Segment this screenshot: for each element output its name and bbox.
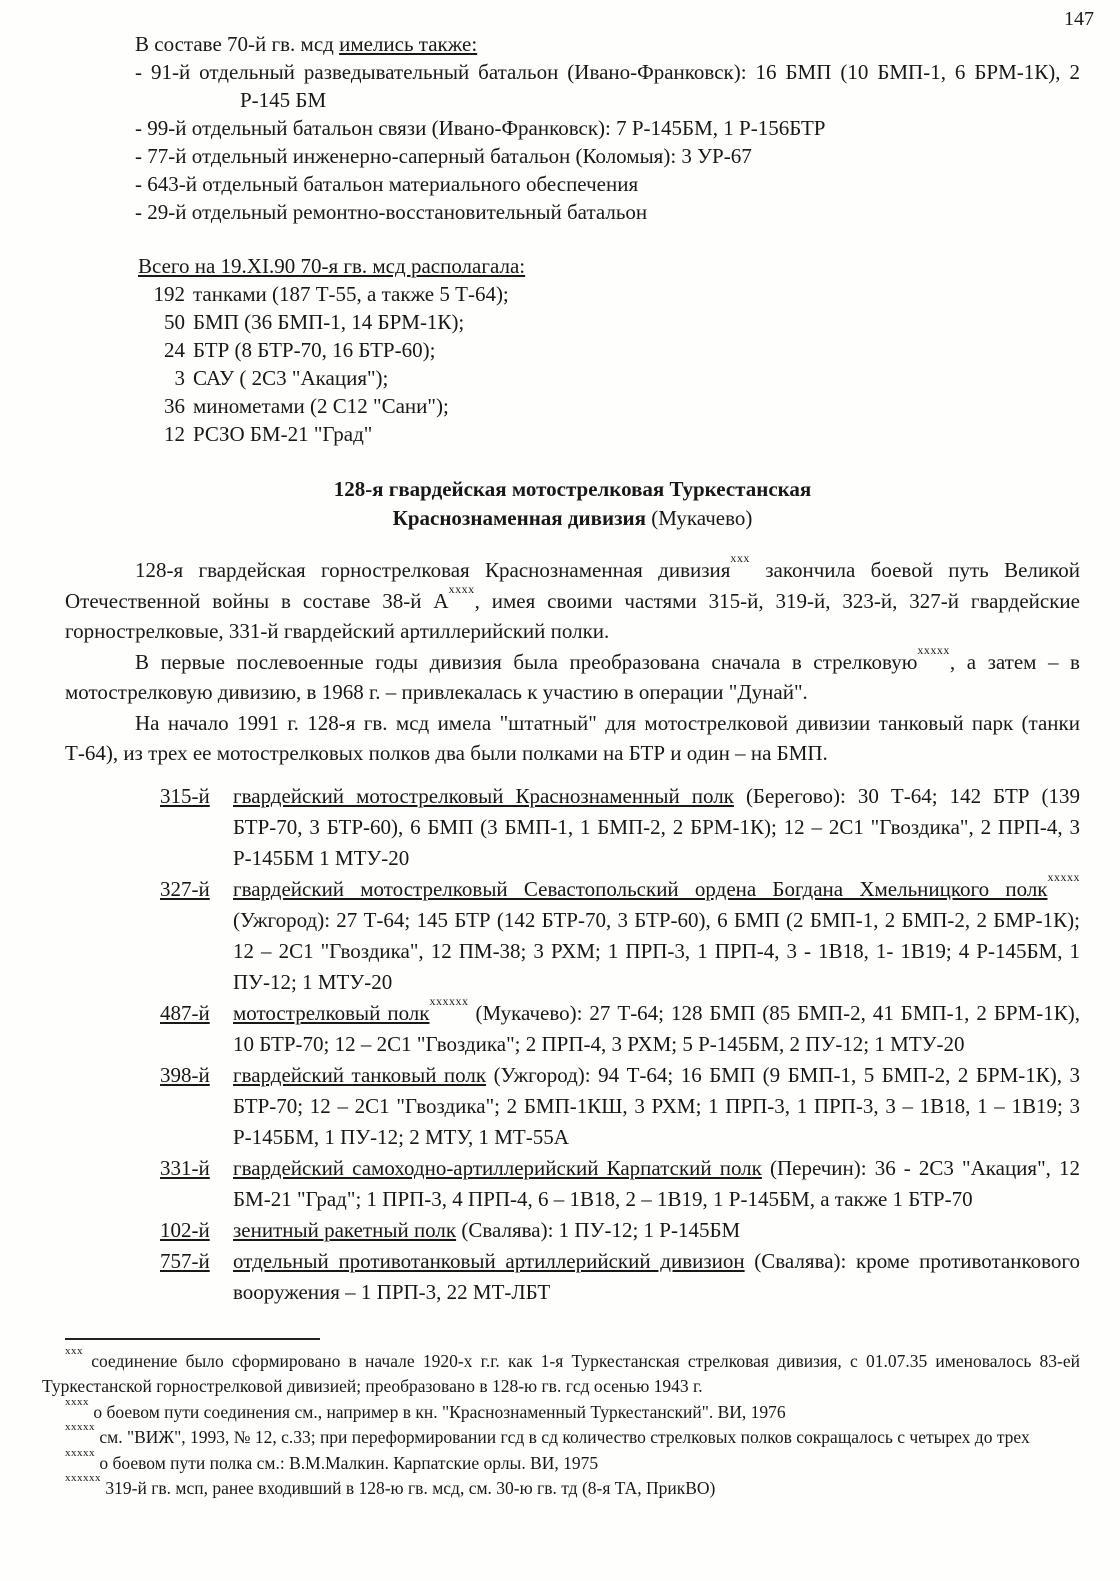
footnote-marker: xxxxxx xyxy=(65,1472,101,1485)
regiment-row xyxy=(65,781,1080,874)
regiment-row xyxy=(65,1060,1080,1153)
division-heading-location: (Мукачево) xyxy=(645,506,753,530)
list-item-repair-battalion: - 29-й отдельный ремонтно-восстановительный батальон xyxy=(135,200,648,224)
regiment-equipment: (Свалява): 1 ПУ-12; 1 Р-145БМ xyxy=(456,1217,741,1242)
division-heading-line2 xyxy=(65,504,1080,533)
division-history xyxy=(65,551,1080,769)
totals-count: 24 xyxy=(164,338,185,362)
regiment-row xyxy=(65,1153,1080,1215)
regiment-details xyxy=(233,993,1080,1060)
footnote-marker: xxx xyxy=(65,1344,83,1357)
footnote-marker: xxxxx xyxy=(65,1421,95,1434)
regiment-name: зенитный ракетный полк xyxy=(233,1217,457,1242)
totals-text: танками (187 Т-55, а также 5 Т-64); xyxy=(193,282,509,306)
totals-row xyxy=(65,308,1080,336)
regiment-name: отдельный противотанковый артиллерийский дивизион xyxy=(233,1248,745,1273)
paragraph-1991-state: На начало 1991 г. 128-я гв. мсд имела "штатный" для мотострелковой дивизии танковый парк (танки Т-64), из трех ее мотострелковых полков два были полками на БТР и один – на БМП. xyxy=(65,710,1080,765)
totals-count: 50 xyxy=(164,310,185,334)
regiment-number: 398-й xyxy=(160,1062,210,1087)
totals-count: 3 xyxy=(174,366,185,390)
division-heading xyxy=(65,475,1080,533)
composition-intro-underlined: имелись также: xyxy=(339,32,478,56)
regiment-details xyxy=(233,781,1080,874)
footnote-ref: xxx xyxy=(730,551,750,565)
regiment-row xyxy=(65,1215,1080,1246)
regiment-equipment: (Ужгород): 27 Т-64; 145 БТР (142 БТР-70, 3 БТР-60), 6 БМП (2 БМП-1, 2 БМП-2, 2 БМР-1К); 12 – 2С1 "Гвоздика", 12 ПМ-38; 3 РХМ; 1 ПРП-3, 1 ПРП-4, 3 - 1В18, 1- 1В19; 4 Р-145БМ, 1 ПУ-12; 1 МТУ-20 xyxy=(233,907,1080,994)
regiment-name: гвардейский мотострелковый Севастопольский ордена Богдана Хмельницкого полк xyxy=(233,876,1048,901)
footnote-text: 319-й гв. мсп, ранее входивший в 128-ю гв. мсд, см. 30-ю гв. тд (8-я ТА, ПрикВО) xyxy=(105,1478,716,1498)
regiment-details xyxy=(233,1246,1080,1308)
composition-intro-text: В составе 70-й гв. мсд xyxy=(135,32,340,56)
footnote xyxy=(42,1472,1080,1502)
totals-row xyxy=(65,280,1080,308)
footnote xyxy=(42,1421,1080,1451)
list-item-supply-battalion: - 643-й отдельный батальон материального обеспечения xyxy=(135,172,639,196)
footnote-ref: xxxxx xyxy=(917,642,950,657)
page-number: 147 xyxy=(1064,8,1094,30)
composition-list xyxy=(65,58,1080,226)
footnote-marker: xxxx xyxy=(65,1395,89,1408)
totals-text: САУ ( 2С3 "Акация"); xyxy=(193,366,389,390)
paragraph-ww2-history: 128-я гвардейская горнострелковая Краснознаменная дивизия$^{xxx}$ закончила боевой путь Великой Отечественной войны в составе 38-й $А^{xxxx}$, имея своими частями 315-й, 319-й, 323-й, 327-й гвардейские горнострелковые, 331-й гвардейский артиллерийский полки. xyxy=(65,551,1080,643)
totals-row xyxy=(65,420,1080,448)
footnote-marker: xxxxx xyxy=(65,1446,95,1459)
list-item-engineer-battalion: - 77-й отдельный инженерно-саперный батальон (Коломыя): 3 УР-67 xyxy=(135,144,752,168)
list-item-signal-battalion: - 99-й отдельный батальон связи (Ивано-Франковск): 7 Р-145БМ, 1 Р-156БТР xyxy=(135,116,826,140)
totals-row xyxy=(65,336,1080,364)
footnote-text: о боевом пути соединения см., например в кн. "Краснознаменный Туркестанский". ВИ, 1976 xyxy=(93,1401,786,1422)
regiment-equipment: (Берегово): 30 Т-64; 142 БТР (139 БТР-70, 3 БТР-60), 6 БМП (3 БМП-1, 1 БМП-2, 2 БРМ-1К); 12 – 2С1 "Гвоздика", 2 ПРП-4, 3 Р-145БМ 1 МТУ-20 xyxy=(233,783,1080,870)
regiment-details xyxy=(233,1153,1080,1215)
regiment-number: 487-й xyxy=(160,1000,210,1025)
totals-text: БТР (8 БТР-70, 16 БТР-60); xyxy=(193,338,436,362)
totals-count: 36 xyxy=(164,394,185,418)
regiment-equipment: (Мукачево): 27 Т-64; 128 БМП (85 БМП-2, 41 БМП-1, 2 БРМ-1К), 10 БТР-70; 12 – 2С1 "Гвоздика"; 2 ПРП-4, 3 РХМ; 5 Р-145БМ, 2 ПУ-12; 1 МТУ-20 xyxy=(233,1000,1080,1056)
regiment-name: гвардейский самоходно-артиллерийский Карпатский полк xyxy=(233,1155,762,1180)
regiment-name: гвардейский мотострелковый Краснознаменный полк xyxy=(233,783,734,808)
regiment-equipment: (Ужгород): 94 Т-64; 16 БМП (9 БМП-1, 5 БМП-2, 2 БРМ-1К), 3 БТР-70; 12 – 2С1 "Гвоздика"; 2 БМП-1КШ, 3 РХМ; 1 ПРП-3, 1 ПРП-3, 3 – 1В18, 1 – 1В19; 3 Р-145БМ, 1 ПУ-12; 2 МТУ, 1 МТ-55А xyxy=(233,1062,1081,1149)
totals-text: минометами (2 С12 "Сани"); xyxy=(193,394,449,418)
regiment-row xyxy=(65,869,1080,998)
footnote-separator xyxy=(65,1338,320,1340)
regiment-number: 331-й xyxy=(160,1155,210,1180)
totals-count: 12 xyxy=(164,422,185,446)
totals-header: Всего на 19.XI.90 70-я гв. мсд располагала: xyxy=(138,254,526,278)
totals-row xyxy=(65,392,1080,420)
list-item-recon-battalion: - 91-й отдельный разведывательный батальон (Ивано-Франковск): 16 БМП (10 БМП-1, 6 БРМ-1К), 2 Р-145 БМ xyxy=(135,60,1080,112)
regiment-equipment: (Свалява): кроме противотанкового вооружения – 1 ПРП-3, 22 МТ-ЛБТ xyxy=(233,1248,1080,1304)
footnote-text: о боевом пути полка см.: В.М.Малкин. Карпатские орлы. ВИ, 1975 xyxy=(99,1452,599,1473)
footnote xyxy=(42,1446,1080,1477)
footnotes xyxy=(42,1344,1080,1502)
regiment-name: гвардейский танковый полк xyxy=(233,1062,487,1087)
regiment-equipment: (Перечин): 36 - 2С3 "Акация", 12 БМ-21 "Град"; 1 ПРП-3, 4 ПРП-4, 6 – 1В18, 2 – 1В19, 1 Р-145БМ, а также 1 БТР-70 xyxy=(233,1155,1081,1211)
regiment-details xyxy=(233,1060,1080,1153)
footnote-text: см. "ВИЖ", 1993, № 12, с.33; при переформировании гсд в сд количество стрелковых полков сокращалось с четырех до трех xyxy=(99,1427,1030,1447)
totals-text: РСЗО БМ-21 "Град" xyxy=(193,422,373,446)
footnote-ref: xxxxx xyxy=(1047,869,1080,884)
totals-text: БМП (36 БМП-1, 14 БРМ-1К); xyxy=(193,310,465,334)
regiment-number: 315-й xyxy=(160,783,210,808)
composition-intro xyxy=(65,30,1080,58)
regiment-row xyxy=(65,993,1080,1060)
regiment-number: 327-й xyxy=(160,876,210,901)
footnote-ref: xxxxxx xyxy=(429,993,469,1008)
regiment-details xyxy=(233,869,1080,998)
regiments-list xyxy=(65,781,1080,1308)
footnote-text: соединение было сформировано в начале 1920-х г.г. как 1-я Туркестанская стрелковая дивизия, с 01.07.35 именовалось 83-ей Туркестанской горнострелковой дивизией; преобразовано в 128-ю гв. гсд осенью 1943 г. xyxy=(42,1350,1080,1396)
footnote xyxy=(42,1344,1080,1400)
regiment-number: 102-й xyxy=(160,1217,210,1242)
totals-row xyxy=(65,364,1080,392)
totals-count: 192 xyxy=(153,282,185,306)
division-heading-line2-bold: Краснознаменная дивизия xyxy=(392,506,646,530)
regiment-row xyxy=(65,1246,1080,1308)
regiment-name: мотострелковый полк xyxy=(233,1000,430,1025)
footnote xyxy=(42,1395,1080,1426)
regiment-details xyxy=(233,1215,1080,1246)
regiment-number: 757-й xyxy=(160,1248,210,1273)
division-heading-line1: 128-я гвардейская мотострелковая Туркестанская xyxy=(333,477,812,501)
paragraph-postwar: В первые послевоенные годы дивизия была преобразована сначала в стрелковую$^{xxxxx}$, а затем – в мотострелковую дивизию, в 1968 г. – привлекалась к участию в операции "Дунай". xyxy=(65,642,1080,704)
footnote-ref: xxxx xyxy=(448,581,475,596)
totals-section xyxy=(65,252,1080,448)
